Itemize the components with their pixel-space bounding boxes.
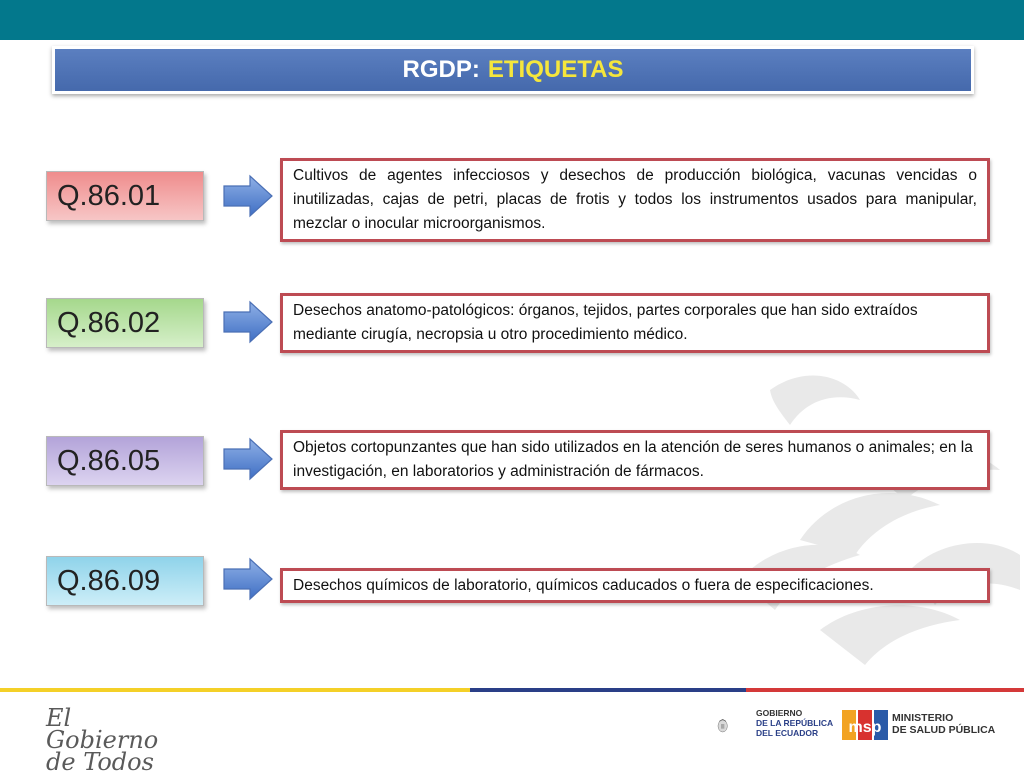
title-banner	[52, 46, 974, 94]
right-arrow-icon	[222, 437, 274, 481]
top-bar	[0, 0, 1024, 40]
code-label-q8602: Q.86.02	[46, 298, 204, 348]
footer-stripe-red	[746, 688, 1024, 692]
code-label-q8601: Q.86.01	[46, 171, 204, 221]
slogan-line-1: El Gobierno	[46, 704, 159, 754]
description-box-q8605: Objetos cortopunzantes que han sido utilizados en la atención de seres humanos o animales; en la investigación, en laboratorios y administración de fármacos.	[280, 430, 990, 490]
right-arrow-icon	[222, 557, 274, 601]
government-logo-text	[756, 708, 833, 738]
description-box-q8609: Desechos químicos de laboratorio, químicos caducados o fuera de especificaciones.	[280, 568, 990, 603]
government-slogan	[46, 704, 176, 776]
title-accent: ETIQUETAS	[487, 56, 624, 83]
code-label-q8605: Q.86.05	[46, 436, 204, 486]
ministry-line-1: MINISTERIO	[892, 712, 954, 724]
svg-text:msp: msp	[848, 719, 882, 736]
code-label-q8609: Q.86.09	[46, 556, 204, 606]
description-box-q8602: Desechos anatomo-patológicos: órganos, tejidos, partes corporales que han sido extraídos mediante cirugía, necropsia u otro procedimiento médico.	[280, 293, 990, 353]
ministry-line-2: DE SALUD PÚBLICA	[892, 724, 996, 736]
footer-stripe-blue	[470, 688, 746, 692]
gov-line-2: DE LA REPÚBLICA	[756, 718, 834, 728]
right-arrow-icon	[222, 300, 274, 344]
msp-logo-icon	[842, 706, 888, 744]
background-bird-decoration	[620, 330, 1024, 690]
slogan-line-2: de Todos	[46, 748, 154, 776]
ministry-logo-text	[892, 712, 995, 736]
description-box-q8601: Cultivos de agentes infecciosos y desechos de producción biológica, vacunas vencidas o inutilizadas, cajas de petri, placas de frotis y todos los instrumentos usados para manipular, mezclar o inocular microorganismos.	[280, 158, 990, 242]
footer-stripe-yellow	[0, 688, 470, 692]
title-prefix: RGDP:	[402, 56, 480, 83]
gov-line-3: DEL ECUADOR	[756, 728, 819, 738]
page-title	[55, 49, 971, 91]
gov-line-1: GOBIERNO	[756, 708, 803, 718]
coat-of-arms-icon	[716, 702, 756, 750]
right-arrow-icon	[222, 174, 274, 218]
